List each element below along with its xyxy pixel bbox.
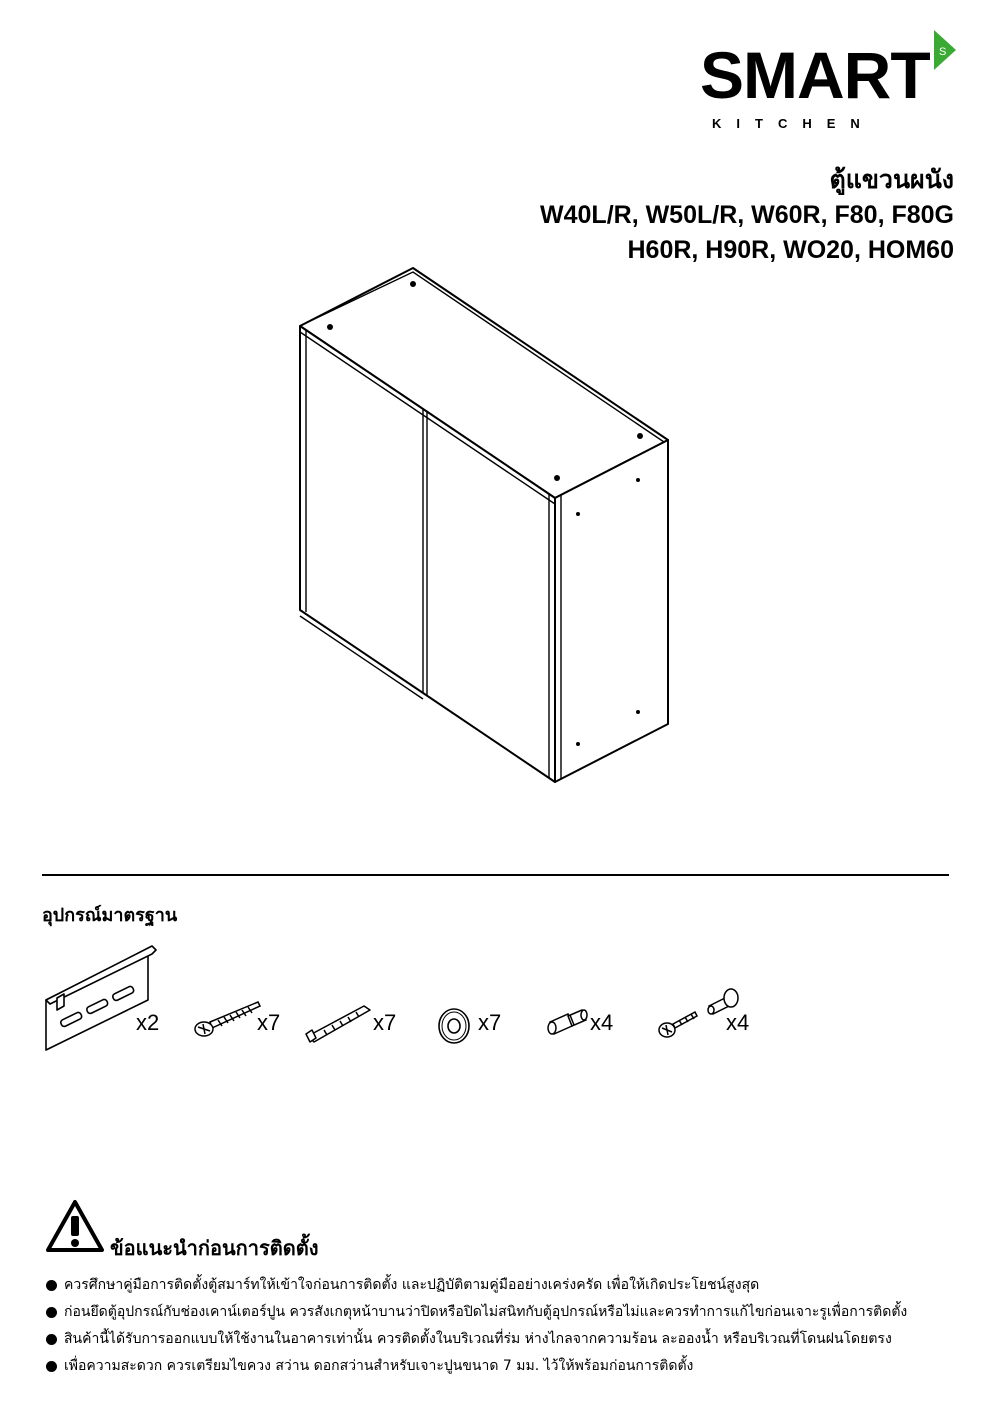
- long-screw-quantity: x7: [257, 1010, 281, 1035]
- brand-flag-icon: [932, 30, 958, 70]
- washer-icon: [436, 1006, 472, 1046]
- wall-plug-quantity: x7: [373, 1010, 397, 1035]
- brand-logo-wordmark: SMART: [700, 38, 930, 112]
- installation-tips-heading: ข้อแนะนำก่อนการติดตั้ง: [110, 1236, 319, 1260]
- installation-notes-list: [44, 1272, 974, 1380]
- shelf-pin-quantity: x4: [590, 1010, 614, 1035]
- model-list-line-2: H60R, H90R, WO20, HOM60: [627, 236, 954, 264]
- model-list-line-1: W40L/R, W50L/R, W60R, F80, F80G: [540, 201, 954, 229]
- wall-cabinet-illustration: [290, 260, 680, 790]
- washer-quantity: x7: [478, 1010, 502, 1035]
- brand-flag-letter: S: [939, 46, 947, 58]
- wall-bracket-icon: [42, 942, 164, 1054]
- wall-plug-icon: [304, 1000, 374, 1046]
- note-item: สินค้านี้ได้รับการออกแบบให้ใช้งานในอาคารเท่านั้น ควรติดตั้งในบริเวณที่ร่ม ห่างไกลจากความร้อน ละอองน้ำ หรือบริเวณที่โดนฝนโดยตรง: [44, 1326, 974, 1353]
- note-item: ควรศึกษาคู่มือการติดตั้งตู้สมาร์ทให้เข้าใจก่อนการติดตั้ง และปฏิบัติตามคู่มืออย่างเคร่งครัด เพื่อให้เกิดประโยชน์สูงสุด: [44, 1272, 974, 1299]
- note-item: ก่อนยึดตู้อุปกรณ์กับช่องเคาน์เตอร์ปูน ควรสังเกตุหน้าบานว่าปิดหรือปิดไม่สนิทกับตู้อุปกรณ์หรือไม่และควรทำการแก้ไขก่อนเจาะรูเพื่อการติดตั้ง: [44, 1299, 974, 1326]
- note-item: เพื่อความสะดวก ควรเตรียมไขควง สว่าน ดอกสว่านสำหรับเจาะปูนขนาด 7 มม. ไว้ให้พร้อมก่อนการติดตั้ง: [44, 1353, 974, 1380]
- page-title: ตู้แขวนผนัง: [829, 166, 954, 194]
- section-divider: [42, 874, 949, 876]
- hardware-heading: อุปกรณ์มาตรฐาน: [42, 905, 178, 926]
- brand-logo-subtitle: KITCHEN: [712, 116, 875, 131]
- warning-triangle-icon: [44, 1198, 106, 1254]
- shelf-pin-icon: [544, 1008, 590, 1038]
- bracket-quantity: x2: [136, 1010, 160, 1035]
- screw-and-pin-quantity: x4: [726, 1010, 750, 1035]
- long-screw-icon: [192, 998, 264, 1044]
